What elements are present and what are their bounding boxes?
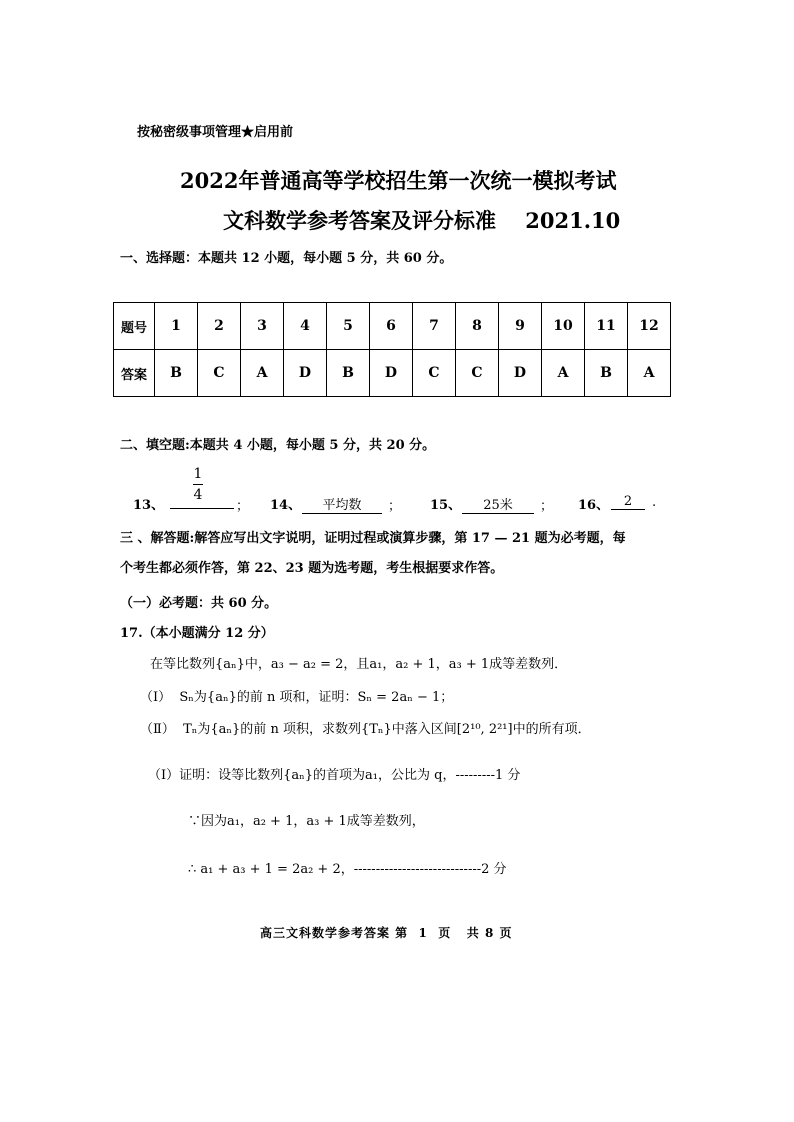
table-cell: 7 (413, 303, 456, 350)
table-cell: 9 (499, 303, 542, 350)
confidentiality-note: 按秘密级事项管理★启用前 (137, 125, 294, 140)
table-cell: B (327, 350, 370, 397)
q17-part1: （Ⅰ） Sₙ为{aₙ}的前 n 项和，证明：Sₙ = 2aₙ − 1； (140, 690, 454, 705)
exam-title: 2022年普通高等学校招生第一次统一模拟考试 (180, 168, 617, 193)
table-row-numbers (114, 303, 671, 350)
q15-answer (462, 494, 534, 514)
section3-heading-line2: 个考生都必须作答，第 22、23 题为选考题，考生根据要求作答。 (120, 561, 504, 576)
table-cell: 12 (628, 303, 671, 350)
row-label-number: 题号 (114, 303, 155, 350)
table-cell: 6 (370, 303, 413, 350)
table-cell: 5 (327, 303, 370, 350)
q17-part2: （Ⅱ） Tₙ为{aₙ}的前 n 项积，求数列{Tₙ}中落入区间[2¹⁰, 2²¹]中的所有项． (140, 722, 591, 737)
q15-separator: ； (540, 499, 554, 514)
section2-heading: 二、填空题:本题共 4 小题，每小题 5 分，共 20 分。 (120, 438, 436, 453)
q15-answer-text: 25米 (462, 494, 534, 514)
page-footer: 高三文科数学参考答案 第 1 页 共 8 页 (260, 926, 513, 940)
q16-answer (611, 494, 645, 510)
q13-blank-line (170, 508, 234, 509)
solution-line3: ∴ a₁ + a₃ + 1 = 2a₂ + 2，-----------------------------2 分 (188, 862, 507, 877)
q17-stem: 在等比数列{aₙ}中，a₃ − a₂ = 2，且a₁，a₂ + 1，a₃ + 1成等差数列． (150, 657, 568, 672)
q16-label: 16、 (578, 498, 610, 513)
q13-separator: ； (236, 499, 250, 514)
q17-header: 17.（本小题满分 12 分） (120, 626, 274, 641)
answer-table (113, 302, 671, 397)
q14-label: 14、 (270, 498, 302, 513)
q14-answer (302, 494, 382, 514)
q13-numerator: 1 (193, 466, 203, 482)
q13-denominator: 4 (193, 487, 203, 503)
table-cell: B (585, 350, 628, 397)
table-cell: 8 (456, 303, 499, 350)
solution-line1: （Ⅰ）证明：设等比数列{aₙ}的首项为a₁，公比为 q，---------1 分 (148, 768, 521, 783)
table-cell: 1 (155, 303, 198, 350)
q16-answer-text: 2 (611, 494, 645, 510)
table-cell: D (499, 350, 542, 397)
table-row-answers (114, 350, 671, 397)
table-cell: A (542, 350, 585, 397)
q16-end: . (652, 495, 657, 510)
table-cell: 4 (284, 303, 327, 350)
table-cell: 3 (241, 303, 284, 350)
table-cell: 2 (198, 303, 241, 350)
table-cell: C (456, 350, 499, 397)
q14-answer-text: 平均数 (302, 494, 382, 514)
solution-line2: ∵因为a₁，a₂ + 1，a₃ + 1成等差数列， (188, 814, 425, 829)
table-cell: C (413, 350, 456, 397)
section3-heading-line1: 三 、解答题:解答应写出文字说明，证明过程或演算步骤，第 17 — 21 题为必考题，每 (120, 531, 626, 546)
section3-subheading: （一）必考题：共 60 分。 (120, 596, 278, 611)
table-cell: A (628, 350, 671, 397)
table-cell: 10 (542, 303, 585, 350)
table-cell: D (284, 350, 327, 397)
q14-separator: ； (388, 499, 402, 514)
exam-subtitle: 文科数学参考答案及评分标准 2021.10 (223, 208, 621, 233)
row-label-answer: 答案 (114, 350, 155, 397)
table-cell: C (198, 350, 241, 397)
table-cell: D (370, 350, 413, 397)
q13-fraction (188, 466, 208, 503)
table-cell: 11 (585, 303, 628, 350)
table-cell: A (241, 350, 284, 397)
table-cell: B (155, 350, 198, 397)
q13-label: 13、 (133, 498, 165, 513)
section1-heading: 一、选择题：本题共 12 小题，每小题 5 分，共 60 分。 (120, 251, 453, 266)
fraction-bar (193, 484, 203, 485)
q15-label: 15、 (430, 498, 462, 513)
